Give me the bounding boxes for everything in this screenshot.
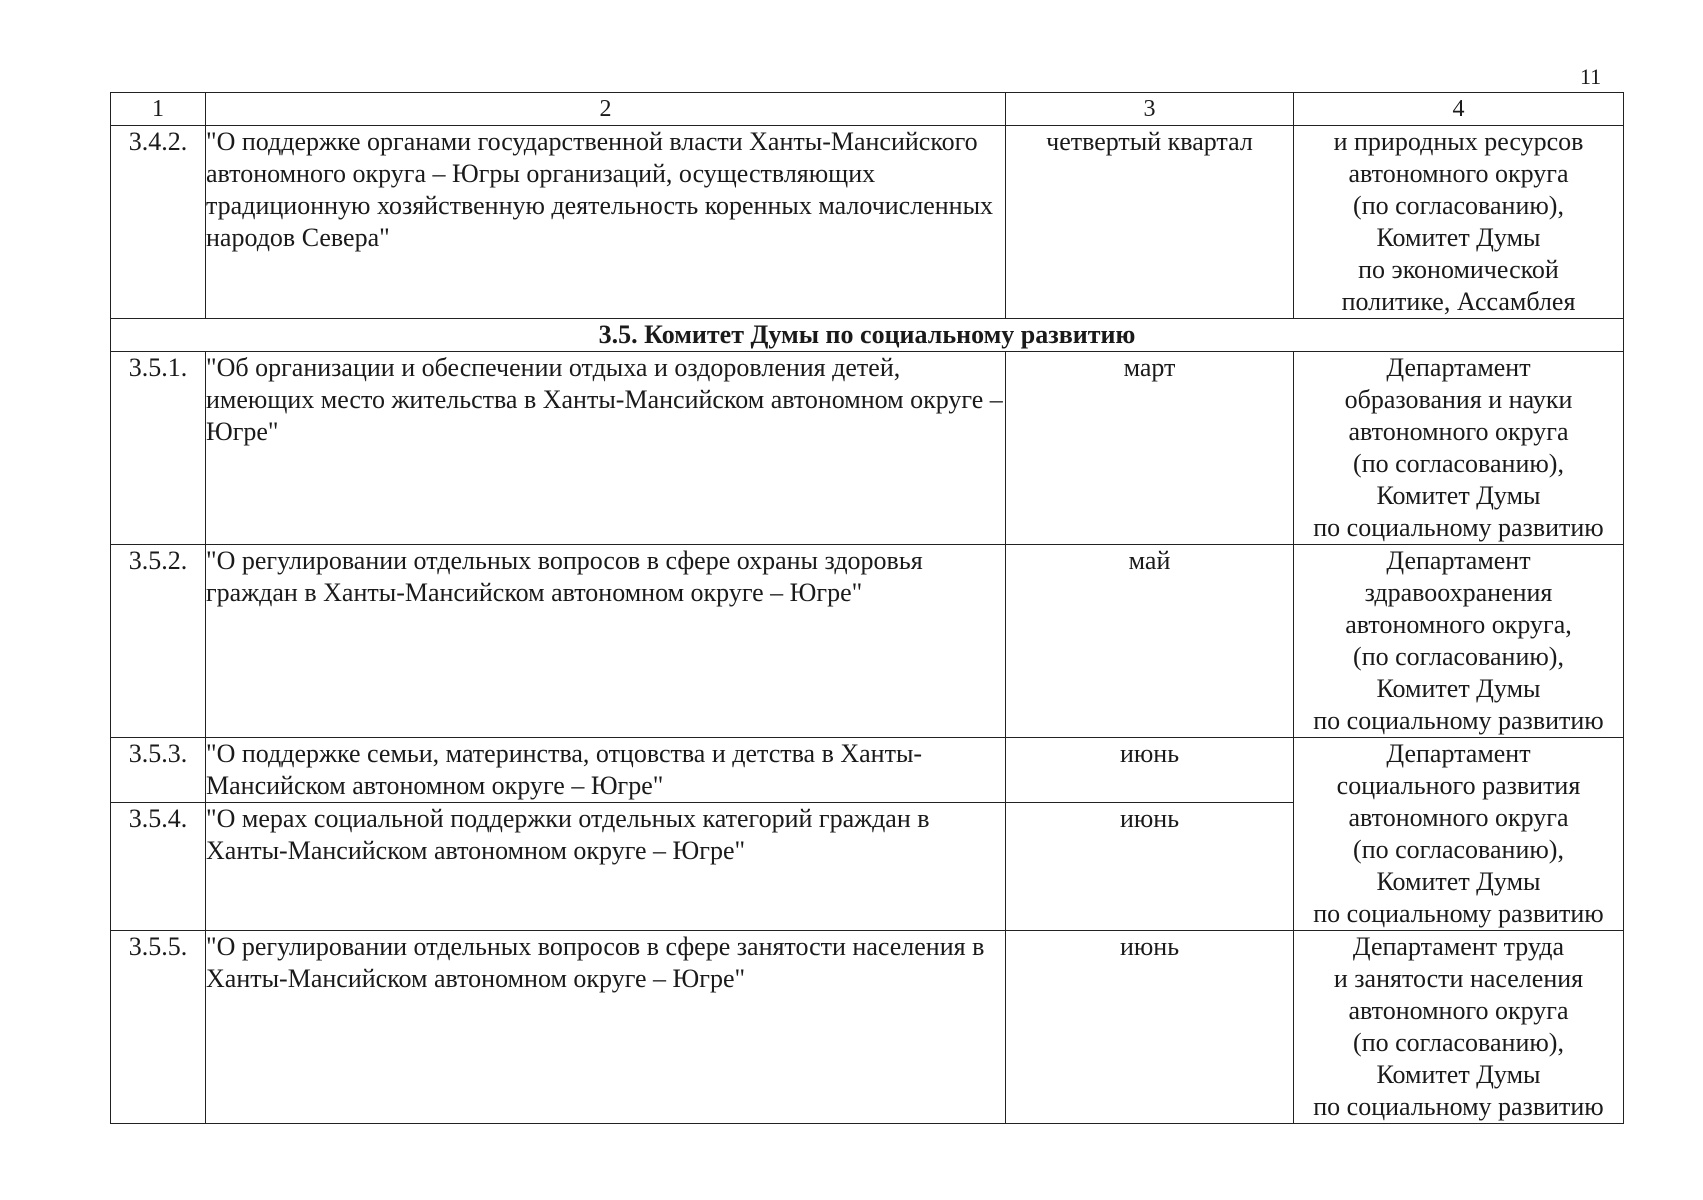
table-row-3-5-2 (111, 545, 1624, 738)
item-number: 3.5.5. (111, 931, 206, 1124)
table-row-3-4-2 (111, 126, 1624, 319)
item-period: июнь (1006, 931, 1294, 1124)
item-responsible: Департамент здравоохранения автономного округа, (по согласованию), Комитет Думы по социальному развитию (1294, 545, 1624, 738)
item-number: 3.5.4. (111, 803, 206, 931)
item-period: четвертый квартал (1006, 126, 1294, 319)
item-description: "Об организации и обеспечении отдыха и оздоровления детей, имеющих место жительства в Ханты-Мансийском автономном округе – Югре" (206, 352, 1006, 545)
column-header-2: 2 (206, 93, 1006, 126)
item-number: 3.5.3. (111, 738, 206, 803)
item-description: "О поддержке органами государственной власти Ханты-Мансийского автономного округа – Югры организаций, осуществляющих традиционную хозяйственную деятельность коренных малочисленных народов Севера" (206, 126, 1006, 319)
item-description: "О регулировании отдельных вопросов в сфере занятости населения в Ханты-Мансийском автономном округе – Югре" (206, 931, 1006, 1124)
column-header-4: 4 (1294, 93, 1624, 126)
item-period: июнь (1006, 738, 1294, 803)
plan-table (110, 92, 1624, 1124)
item-number: 3.5.1. (111, 352, 206, 545)
section-title: 3.5. Комитет Думы по социальному развитию (111, 319, 1624, 352)
item-description: "О поддержке семьи, материнства, отцовства и детства в Ханты-Мансийском автономном округе – Югре" (206, 738, 1006, 803)
item-period: май (1006, 545, 1294, 738)
item-responsible: Департамент социального развития автономного округа (по согласованию), Комитет Думы по социальному развитию (1294, 738, 1624, 931)
item-period: июнь (1006, 803, 1294, 931)
section-header-row (111, 319, 1624, 352)
table-row-3-5-3 (111, 738, 1624, 803)
item-description: "О мерах социальной поддержки отдельных категорий граждан в Ханты-Мансийском автономном округе – Югре" (206, 803, 1006, 931)
page-number: 11 (1580, 64, 1602, 89)
item-responsible: Департамент образования и науки автономного округа (по согласованию), Комитет Думы по социальному развитию (1294, 352, 1624, 545)
table-row-3-5-1 (111, 352, 1624, 545)
table-row-3-5-5 (111, 931, 1624, 1124)
item-description: "О регулировании отдельных вопросов в сфере охраны здоровья граждан в Ханты-Мансийском автономном округе – Югре" (206, 545, 1006, 738)
table-header-row (111, 93, 1624, 126)
item-responsible: Департамент труда и занятости населения автономного округа (по согласованию), Комитет Думы по социальному развитию (1294, 931, 1624, 1124)
item-number: 3.4.2. (111, 126, 206, 319)
column-header-1: 1 (111, 93, 206, 126)
item-responsible: и природных ресурсов автономного округа (по согласованию), Комитет Думы по экономической политике, Ассамблея (1294, 126, 1624, 319)
item-period: март (1006, 352, 1294, 545)
column-header-3: 3 (1006, 93, 1294, 126)
item-number: 3.5.2. (111, 545, 206, 738)
